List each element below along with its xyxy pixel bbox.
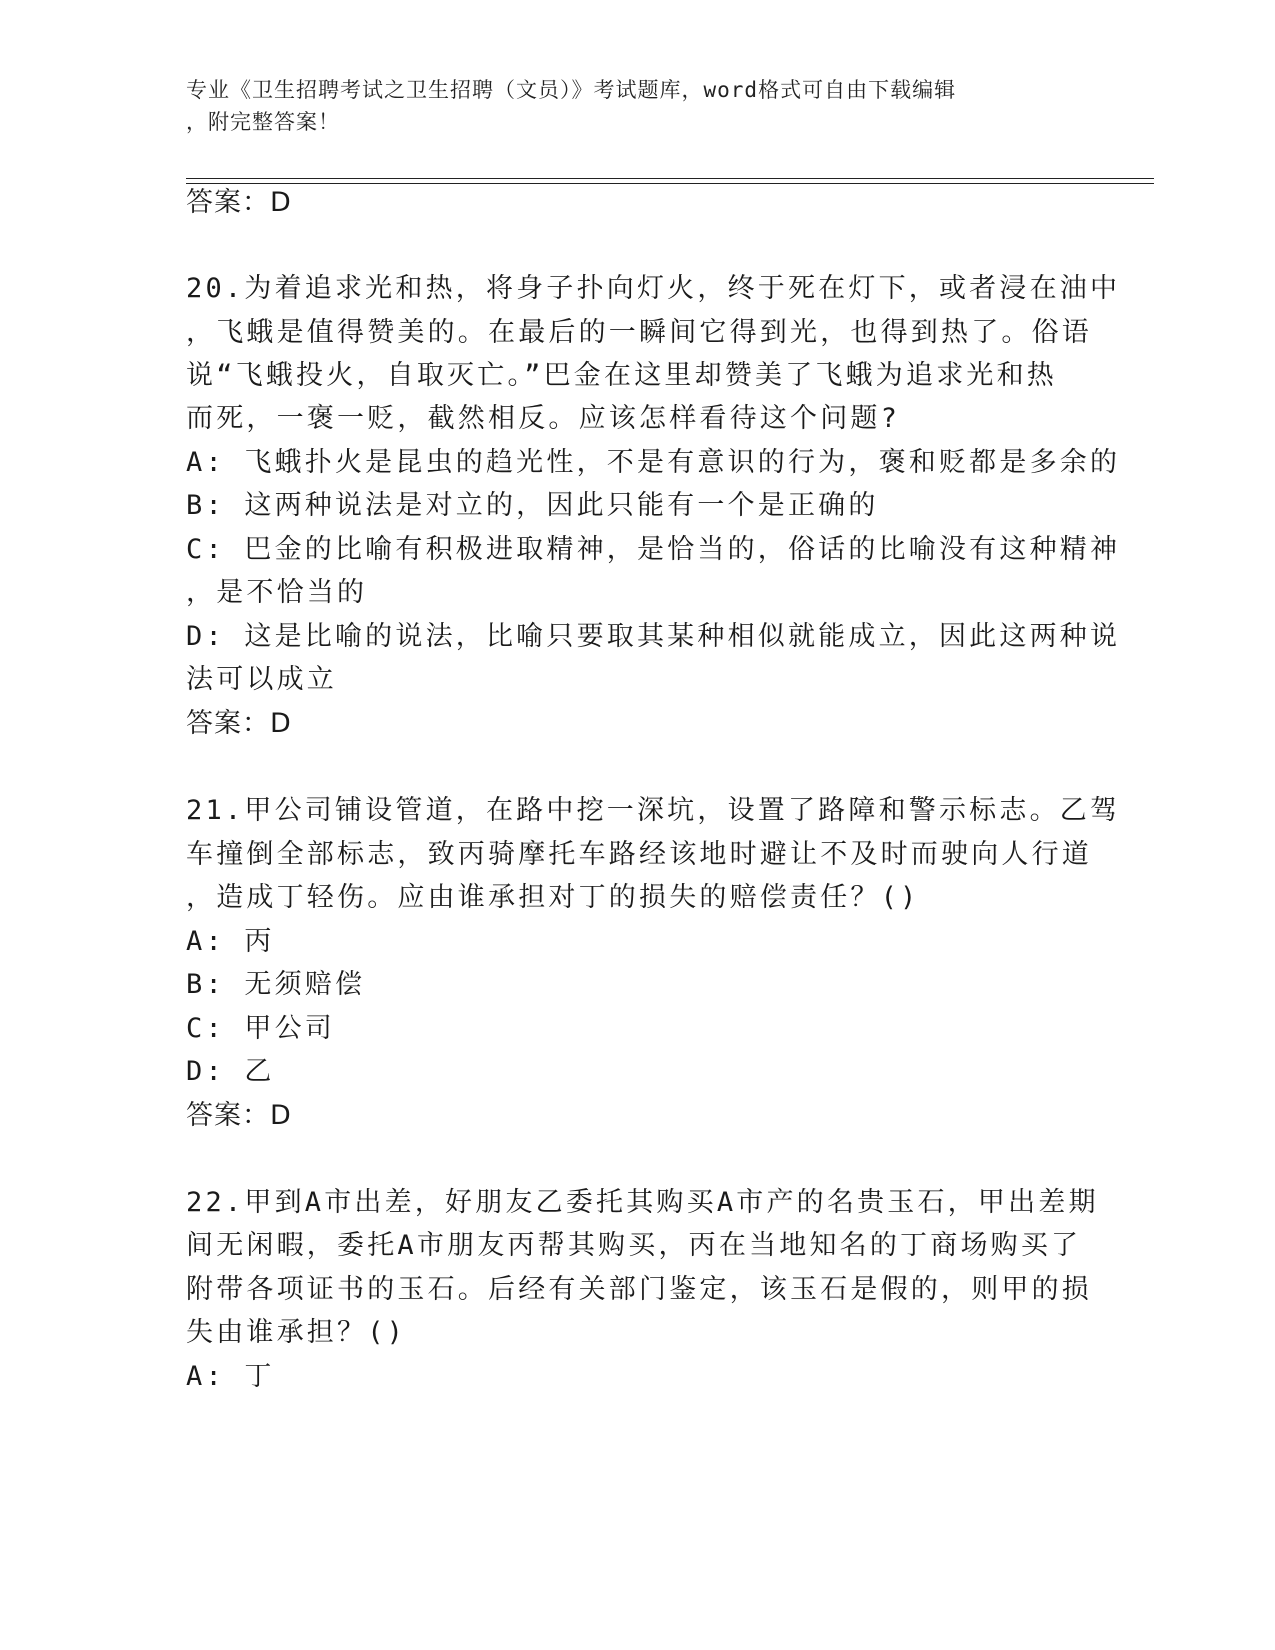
q20-stem-line-2: ，飞蛾是值得赞美的。在最后的一瞬间它得到光，也得到热了。俗语 bbox=[186, 317, 1092, 348]
header-line-2: ，附完整答案！ bbox=[186, 110, 340, 134]
q20-stem-line-1: 20.为着追求光和热，将身子扑向灯火，终于死在灯下，或者浸在油中 bbox=[186, 273, 1121, 304]
q20-option-d-line-1: D: 这是比喻的说法，比喻只要取其某种相似就能成立，因此这两种说 bbox=[186, 621, 1121, 652]
q20-option-c-line-2: ，是不恰当的 bbox=[186, 577, 368, 608]
q20-option-a: A: 飞蛾扑火是昆虫的趋光性，不是有意识的行为，褒和贬都是多余的 bbox=[186, 447, 1121, 478]
header-line-1: 专业《卫生招聘考试之卫生招聘（文员）》考试题库，word格式可自由下载编辑 bbox=[186, 78, 957, 102]
header-divider-bottom bbox=[186, 183, 1154, 184]
page-header bbox=[186, 74, 1066, 138]
header-divider-top bbox=[186, 178, 1154, 179]
q20-option-c-line-1: C: 巴金的比喻有积极进取精神，是恰当的，俗话的比喻没有这种精神 bbox=[186, 534, 1121, 565]
q21-option-a: A: 丙 bbox=[186, 926, 275, 957]
q21-stem-line-3: ，造成丁轻伤。应由谁承担对丁的损失的赔偿责任？() bbox=[186, 882, 920, 913]
q21-stem-line-1: 21.甲公司铺设管道，在路中挖一深坑，设置了路障和警示标志。乙驾 bbox=[186, 795, 1121, 826]
q21-option-d: D: 乙 bbox=[186, 1056, 275, 1087]
q21-option-c: C: 甲公司 bbox=[186, 1013, 335, 1044]
answer-19: 答案：D bbox=[186, 187, 292, 218]
q22-stem-line-3: 附带各项证书的玉石。后经有关部门鉴定，该玉石是假的，则甲的损 bbox=[186, 1274, 1092, 1305]
q20-option-d-line-2: 法可以成立 bbox=[186, 664, 337, 695]
q20-stem-line-3: 说“飞蛾投火，自取灭亡。”巴金在这里却赞美了飞蛾为追求光和热 bbox=[186, 360, 1058, 391]
q21-option-b: B: 无须赔偿 bbox=[186, 969, 366, 1000]
q20-stem-line-4: 而死，一褒一贬，截然相反。应该怎样看待这个问题? bbox=[186, 403, 901, 434]
q21-answer: 答案：D bbox=[186, 1100, 292, 1131]
q20-answer: 答案：D bbox=[186, 708, 292, 739]
q22-option-a: A: 丁 bbox=[186, 1361, 275, 1392]
q22-stem-line-2: 间无闲暇，委托A市朋友丙帮其购买，丙在当地知名的丁商场购买了 bbox=[186, 1230, 1082, 1261]
q20-option-b: B: 这两种说法是对立的，因此只能有一个是正确的 bbox=[186, 490, 879, 521]
q22-stem-line-4: 失由谁承担？() bbox=[186, 1317, 407, 1348]
q22-stem-line-1: 22.甲到A市出差，好朋友乙委托其购买A市产的名贵玉石，甲出差期 bbox=[186, 1187, 1099, 1218]
q21-stem-line-2: 车撞倒全部标志，致丙骑摩托车路经该地时避让不及时而驶向人行道 bbox=[186, 839, 1092, 870]
